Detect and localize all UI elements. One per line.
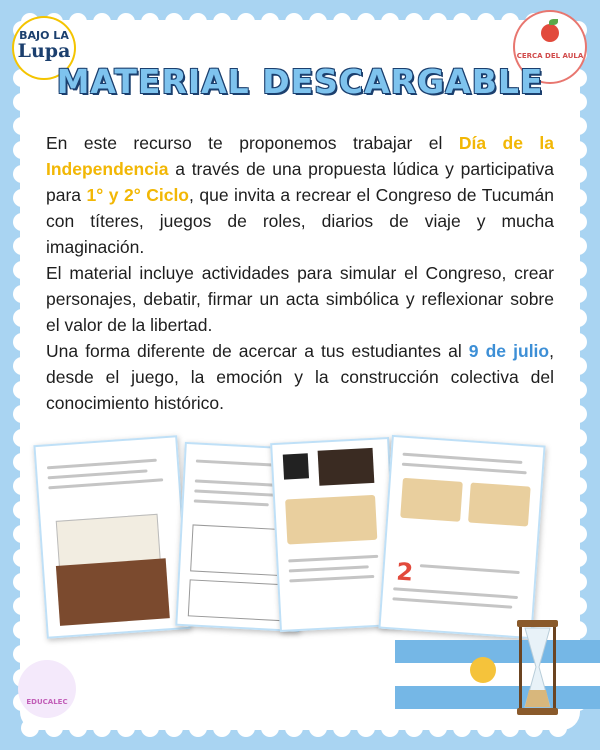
lace-scallop xyxy=(333,719,351,737)
lace-scallop xyxy=(189,719,207,737)
lace-scallop xyxy=(569,477,587,495)
lace-scallop xyxy=(213,719,231,737)
lace-scallop xyxy=(569,453,587,471)
paragraph-2: El material incluye actividades para simular el Congreso, crear personajes, debatir, firmar un acta simbólica y reflexionar sobre el valor de la libertad. xyxy=(46,263,554,335)
lace-scallop xyxy=(213,13,231,31)
lace-scallop xyxy=(453,13,471,31)
lace-scallop xyxy=(13,621,31,639)
p1-highlight-independencia: Día de la Independencia xyxy=(46,133,554,179)
lace-scallop xyxy=(569,309,587,327)
lace-scallop xyxy=(45,719,63,737)
lace-scallop xyxy=(453,719,471,737)
lace-scallop xyxy=(477,719,495,737)
lace-scallop xyxy=(13,357,31,375)
lace-scallop xyxy=(569,597,587,615)
sun-of-may-icon xyxy=(470,657,496,683)
lace-scallop xyxy=(13,381,31,399)
lace-scallop xyxy=(569,573,587,591)
lace-scallop xyxy=(501,719,519,737)
lace-scallop xyxy=(569,189,587,207)
lace-scallop xyxy=(165,13,183,31)
lace-scallop xyxy=(21,719,39,737)
lace-scallop xyxy=(569,357,587,375)
hourglass-icon xyxy=(515,620,560,715)
leaf-icon xyxy=(549,19,558,25)
lace-scallop xyxy=(13,285,31,303)
bottom-logo-text: EDUCALEC xyxy=(26,698,68,706)
apple-icon xyxy=(541,24,559,42)
preview-page-4: 2 xyxy=(378,435,545,639)
logo-left-line1: BAJO LA xyxy=(19,29,69,42)
p3-b: , desde el juego, la emoción y la construcción colectiva del conocimiento histórico. xyxy=(46,341,554,413)
lace-scallop xyxy=(429,13,447,31)
lace-scallop xyxy=(569,501,587,519)
lace-scallop xyxy=(13,237,31,255)
lace-scallop xyxy=(285,13,303,31)
lace-scallop xyxy=(405,719,423,737)
lace-scallop xyxy=(13,477,31,495)
p1-c: , que invita a recrear el Congreso de Tucumán con títeres, juegos de roles, diarios de viaje y mucha imaginación. xyxy=(46,185,554,257)
lace-scallop xyxy=(569,213,587,231)
lace-scallop xyxy=(13,333,31,351)
lace-scallop xyxy=(549,719,567,737)
lace-scallop xyxy=(569,117,587,135)
lace-scallop xyxy=(141,719,159,737)
lace-scallop xyxy=(569,549,587,567)
lace-scallop xyxy=(261,13,279,31)
lace-scallop xyxy=(357,719,375,737)
lace-scallop xyxy=(381,13,399,31)
p3-highlight-9-de-julio: 9 de julio xyxy=(468,341,550,361)
lace-scallop xyxy=(333,13,351,31)
lace-scallop xyxy=(13,261,31,279)
lace-scallop xyxy=(13,597,31,615)
lace-scallop xyxy=(13,573,31,591)
lace-scallop xyxy=(13,141,31,159)
p1-b: a través de una propuesta lúdica y participativa para xyxy=(46,159,554,205)
lace-scallop xyxy=(261,719,279,737)
preview-page-1 xyxy=(33,435,190,639)
lace-scallop xyxy=(13,405,31,423)
lace-scallop xyxy=(569,165,587,183)
p1-a: En este recurso te proponemos trabajar el xyxy=(46,133,459,153)
lace-scallop xyxy=(93,13,111,31)
lace-scallop xyxy=(429,719,447,737)
lace-scallop xyxy=(569,621,587,639)
logo-left-line2: Lupa xyxy=(17,40,71,62)
lace-scallop xyxy=(165,719,183,737)
page-title: MATERIAL DESCARGABLE xyxy=(56,62,544,101)
lace-scallop xyxy=(569,141,587,159)
lace-scallop xyxy=(13,645,31,663)
lace-scallop xyxy=(569,525,587,543)
description-text xyxy=(46,130,554,416)
argentina-flag xyxy=(395,640,600,710)
lace-scallop xyxy=(13,213,31,231)
lace-scallop xyxy=(569,429,587,447)
lace-scallop xyxy=(569,381,587,399)
lace-scallop xyxy=(13,453,31,471)
p1-highlight-ciclo: 1° y 2° Ciclo xyxy=(86,185,189,205)
lace-scallop xyxy=(13,165,31,183)
p3-a: Una forma diferente de acercar a tus estudiantes al xyxy=(46,341,469,361)
lace-scallop xyxy=(117,719,135,737)
lace-scallop xyxy=(569,261,587,279)
lace-scallop xyxy=(309,719,327,737)
lace-scallop xyxy=(13,309,31,327)
lace-scallop xyxy=(501,13,519,31)
lace-scallop xyxy=(117,13,135,31)
educalec-logo xyxy=(18,660,76,718)
lace-scallop xyxy=(285,719,303,737)
lace-scallop xyxy=(13,501,31,519)
lace-scallop xyxy=(237,13,255,31)
lace-scallop xyxy=(13,429,31,447)
lace-scallop xyxy=(237,719,255,737)
lace-scallop xyxy=(357,13,375,31)
lace-scallop xyxy=(569,285,587,303)
lace-scallop xyxy=(569,237,587,255)
lace-scallop xyxy=(381,719,399,737)
lace-scallop xyxy=(13,189,31,207)
lace-scallop xyxy=(525,719,543,737)
lace-scallop xyxy=(13,117,31,135)
lace-scallop xyxy=(69,719,87,737)
lace-scallop xyxy=(405,13,423,31)
paragraph-1 xyxy=(46,130,554,260)
lace-scallop xyxy=(569,405,587,423)
paragraph-3 xyxy=(46,338,554,416)
lace-scallop xyxy=(13,525,31,543)
lace-scallop xyxy=(569,333,587,351)
lace-scallop xyxy=(189,13,207,31)
lace-scallop xyxy=(477,13,495,31)
logo-right-text: CERCA DEL AULA xyxy=(516,52,584,60)
lace-scallop xyxy=(141,13,159,31)
lace-scallop xyxy=(13,549,31,567)
lace-scallop xyxy=(93,719,111,737)
lace-scallop xyxy=(309,13,327,31)
